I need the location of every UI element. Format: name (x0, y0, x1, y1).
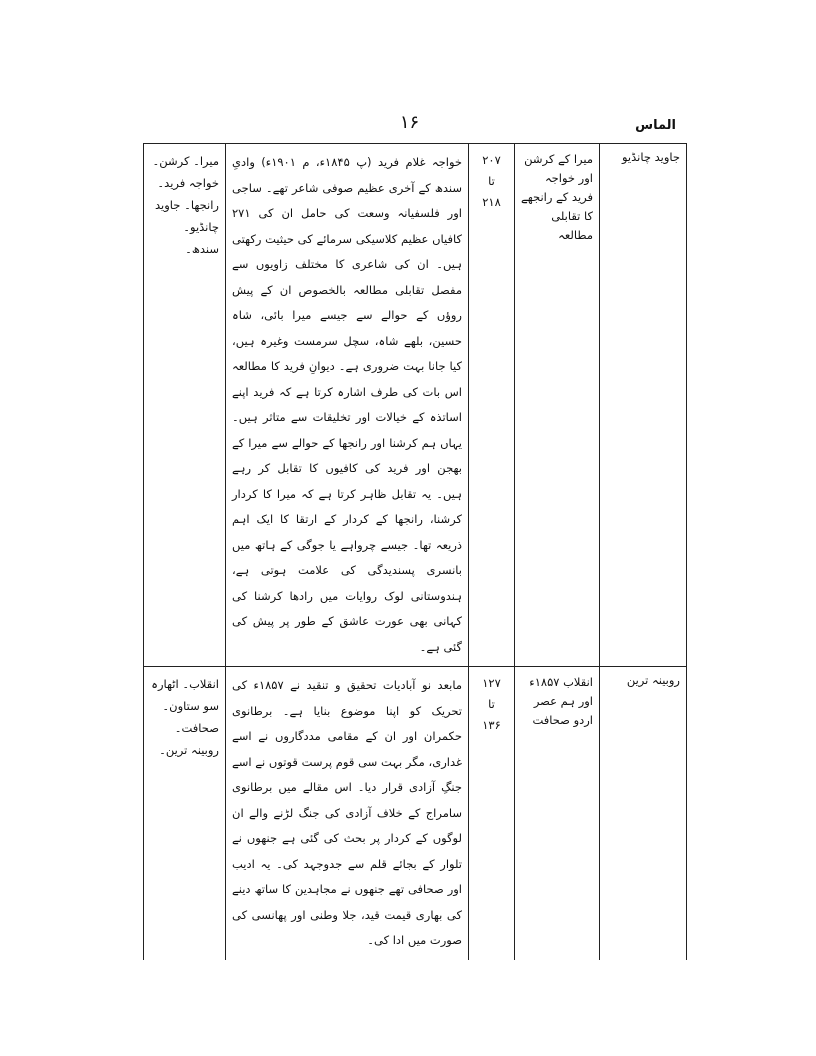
table-row (144, 667, 687, 960)
keywords-cell: انقلاب۔ اٹھارہ سو ستاون۔ صحافت۔ روبینہ ترین۔ (144, 667, 226, 960)
journal-name: الماس (635, 118, 676, 133)
keywords-cell: میرا۔ کرشن۔ خواجہ فرید۔ رانجھا۔ جاوید چانڈیو۔ سندھ۔ (144, 144, 226, 667)
page-end: ۲۱۸ (482, 195, 501, 209)
page-separator: تا (488, 697, 495, 711)
page-end: ۱۳۶ (482, 718, 501, 732)
table-row (144, 144, 687, 667)
pages-cell (469, 144, 515, 667)
article-index-table (143, 143, 687, 960)
page-header (143, 112, 676, 138)
author-cell: جاوید چانڈیو (600, 144, 687, 667)
title-cell: انقلاب ۱۸۵۷ء اور ہم عصر اردو صحافت (515, 667, 600, 960)
title-cell: میرا کے کرشن اور خواجہ فرید کے رانجھے کا تقابلی مطالعہ (515, 144, 600, 667)
summary-cell: خواجہ غلام فرید (پ ۱۸۴۵ء، م ۱۹۰۱ء) وادیِ سندھ کے آخری عظیم صوفی شاعر تھے۔ ساجی اور فلسفیانہ وسعت کی حامل ان کی ۲۷۱ کافیاں عظیم کلاسیکی سرمائے کی حیثیت رکھتی ہیں۔ ان کی شاعری کا مختلف زاویوں سے مفصل تقابلی مطالعہ بالخصوص ان کے پیش روؤں کے حوالے سے جیسے میرا بائی، شاہ حسین، بلھے شاہ، سچل سرمست وغیرہ ہیں، کیا جانا بہت ضروری ہے۔ دیوانِ فرید کا مطالعہ اس بات کی طرف اشارہ کرتا ہے کہ فرید اپنے اساتذہ کے خیالات اور تخلیقات سے متاثر ہیں۔ یہاں ہم کرشنا اور رانجھا کے حوالے سے میرا کے بھجن اور فرید کی کافیوں کا تقابل کر رہے ہیں۔ یہ تقابل ظاہر کرتا ہے کہ میرا کا کردار کرشنا، رانجھا کے کردار کے ارتقا کا ایک اہم ذریعہ تھا۔ جیسے چرواہے یا جوگی کے ہاتھ میں بانسری پسندیدگی کی علامت ہوتی ہے، ہندوستانی لوک روایات میں رادھا کرشنا کی کہانی بھی عورت عاشق کے طور پر پیش کی گئی ہے۔ (226, 144, 469, 667)
page-number: ۱۶ (399, 112, 420, 133)
page-start: ۱۲۷ (482, 676, 501, 690)
summary-cell: مابعد نو آبادیات تحقیق و تنقید نے ۱۸۵۷ء کی تحریک کو اپنا موضوع بنایا ہے۔ برطانوی حکمران اور ان کے مقامی مددگاروں نے اسے غداری، مگر بہت سی قوم پرست قوتوں نے اسے جنگِ آزادی قرار دیا۔ اس مقالے میں برطانوی سامراج کے خلاف آزادی کی جنگ لڑنے والے ان لوگوں کے کردار پر بحث کی گئی ہے جنھوں نے تلوار کے بجائے قلم سے جدوجہد کی۔ یہ ادیب اور صحافی تھے جنھوں نے مجاہدین کا ساتھ دینے کی بھاری قیمت قید، جلا وطنی اور پھانسی کی صورت میں ادا کی۔ (226, 667, 469, 960)
page-separator: تا (488, 174, 495, 188)
pages-cell (469, 667, 515, 960)
page-start: ۲۰۷ (482, 153, 501, 167)
author-cell: روبینہ ترین (600, 667, 687, 960)
